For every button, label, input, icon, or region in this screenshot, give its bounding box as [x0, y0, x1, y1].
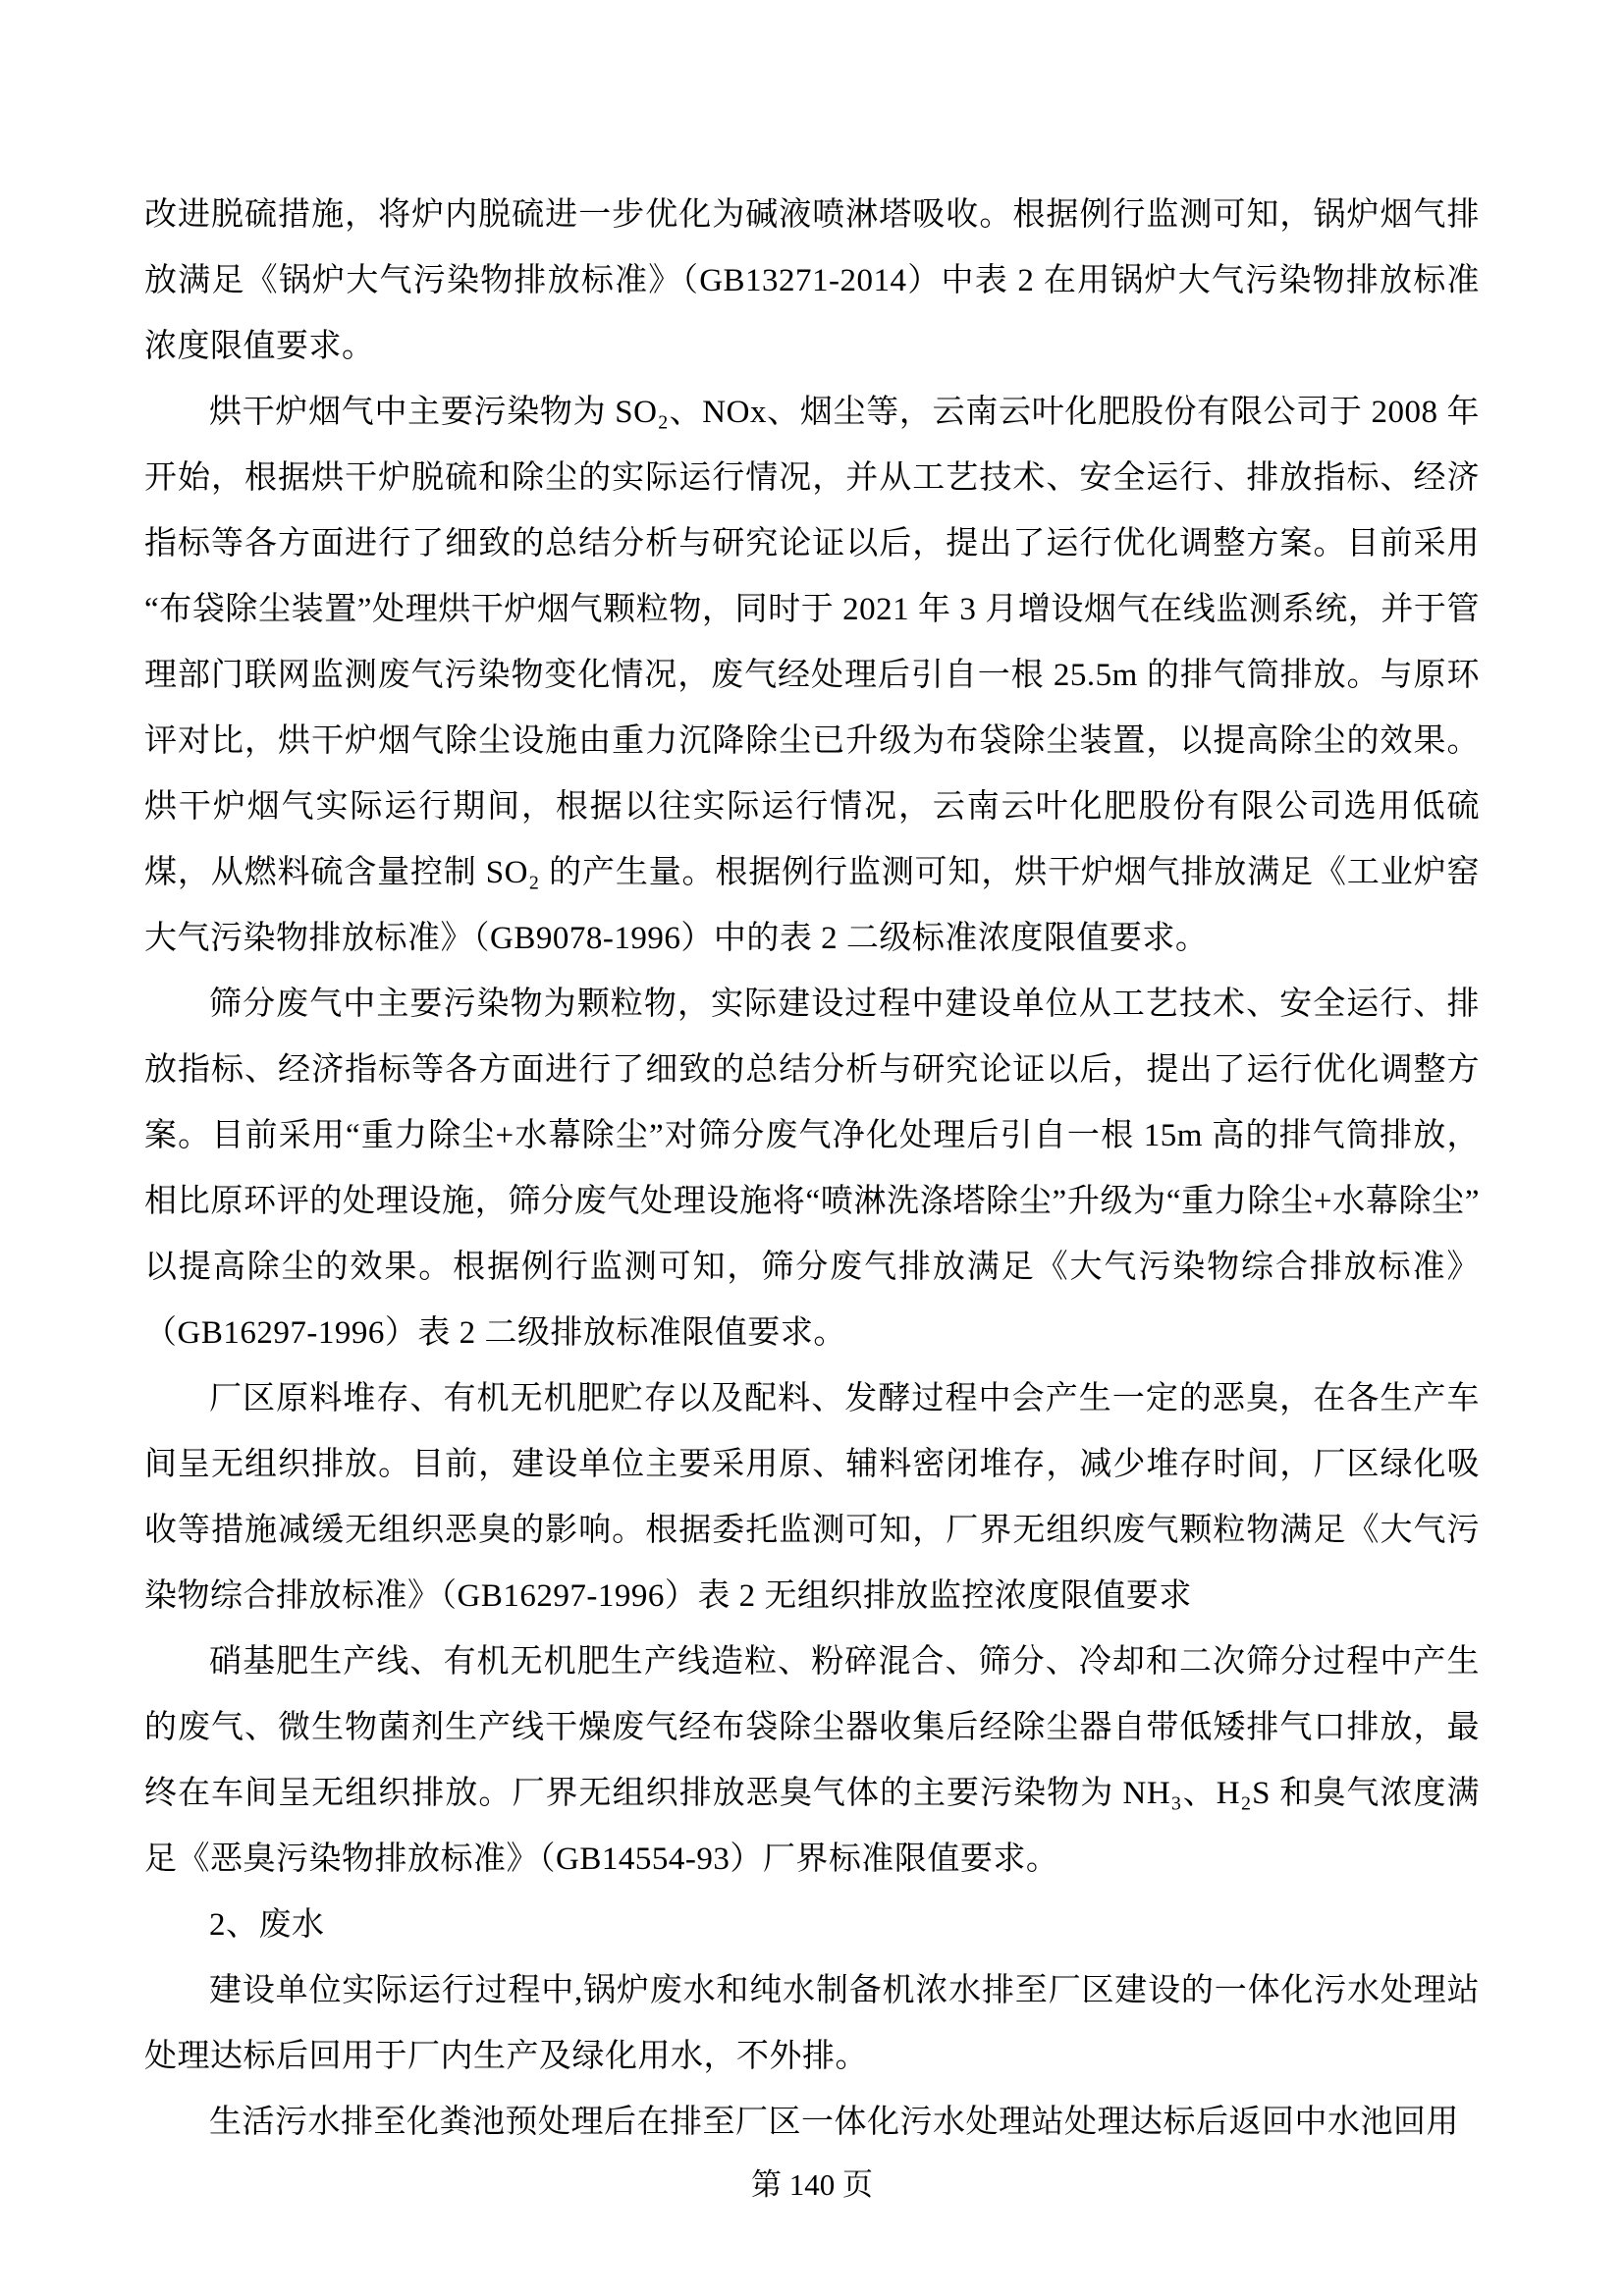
paragraph-screening-exhaust: 筛分废气中主要污染物为颗粒物，实际建设过程中建设单位从工艺技术、安全运行、排放指标、经济指标等各方面进行了细致的总结分析与研究论证以后，提出了运行优化调整方案。目前采用“重力除尘+水幕除尘”对筛分废气净化处理后引自一根 15m 高的排气筒排放，相比原环评的处理设施，筛分废气处理设施将“喷淋洗涤塔除尘”升级为“重力除尘+水幕除尘”以提高除尘的效果。根据例行监测可知，筛分废气排放满足《大气污染物综合排放标准》（GB16297-1996）表 2 二级排放标准限值要求。 — [144, 987, 1480, 1351]
document-body — [144, 183, 1480, 2156]
paragraph-boiler-wastewater: 建设单位实际运行过程中,锅炉废水和纯水制备机浓水排至厂区建设的一体化污水处理站处理达标后回用于厂内生产及绿化用水，不外排。 — [144, 1973, 1480, 2074]
paragraph-domestic-sewage: 生活污水排至化粪池预处理后在排至厂区一体化污水处理站处理达标后返回中水池回用 — [209, 2105, 1459, 2140]
paragraph-boiler-flue-gas: 改进脱硫措施，将炉内脱硫进一步优化为碱液喷淋塔吸收。根据例行监测可知，锅炉烟气排放满足《锅炉大气污染物排放标准》（GB13271-2014）中表 2 在用锅炉大气污染物排放标准浓度限值要求。 — [144, 197, 1480, 364]
paragraph-drying-furnace-flue-gas: 烘干炉烟气中主要污染物为 SO₂、NOx、烟尘等，云南云叶化肥股份有限公司于 2008 年开始，根据烘干炉脱硫和除尘的实际运行情况，并从工艺技术、安全运行、排放指标、经济指标等各方面进行了细致的总结分析与研究论证以后，提出了运行优化调整方案。目前采用“布袋除尘装置”处理烘干炉烟气颗粒物，同时于 2021 年 3 月增设烟气在线监测系统，并于管理部门联网监测废气污染物变化情况，废气经处理后引自一根 25.5m 的排气筒排放。与原环评对比，烘干炉烟气除尘设施由重力沉降除尘已升级为布袋除尘装置，以提高除尘的效果。烘干炉烟气实际运行期间，根据以往实际运行情况，云南云叶化肥股份有限公司选用低硫煤，从燃料硫含量控制 SO₂ 的产生量。根据例行监测可知，烘干炉烟气排放满足《工业炉窑大气污染物排放标准》（GB9078-1996）中的表 2 二级标准浓度限值要求。 — [144, 395, 1480, 956]
section-heading-wastewater: 2、废水 — [209, 1907, 325, 1943]
paragraph-odor-fugitive-emission: 厂区原料堆存、有机无机肥贮存以及配料、发酵过程中会产生一定的恶臭，在各生产车间呈无组织排放。目前，建设单位主要采用原、辅料密闭堆存，减少堆存时间，厂区绿化吸收等措施减缓无组织恶臭的影响。根据委托监测可知，厂界无组织废气颗粒物满足《大气污染物综合排放标准》（GB16297-1996）表 2 无组织排放监控浓度限值要求 — [144, 1381, 1480, 1614]
paragraph-production-line-exhaust: 硝基肥生产线、有机无机肥生产线造粒、粉碎混合、筛分、冷却和二次筛分过程中产生的废气、微生物菌剂生产线干燥废气经布袋除尘器收集后经除尘器自带低矮排气口排放，最终在车间呈无组织排放。厂界无组织排放恶臭气体的主要污染物为 NH₃、H₂S 和臭气浓度满足《恶臭污染物排放标准》（GB14554-93）厂界标准限值要求。 — [144, 1644, 1480, 1877]
page-number: 第 140 页 — [751, 2167, 873, 2202]
page-footer — [0, 2165, 1624, 2205]
